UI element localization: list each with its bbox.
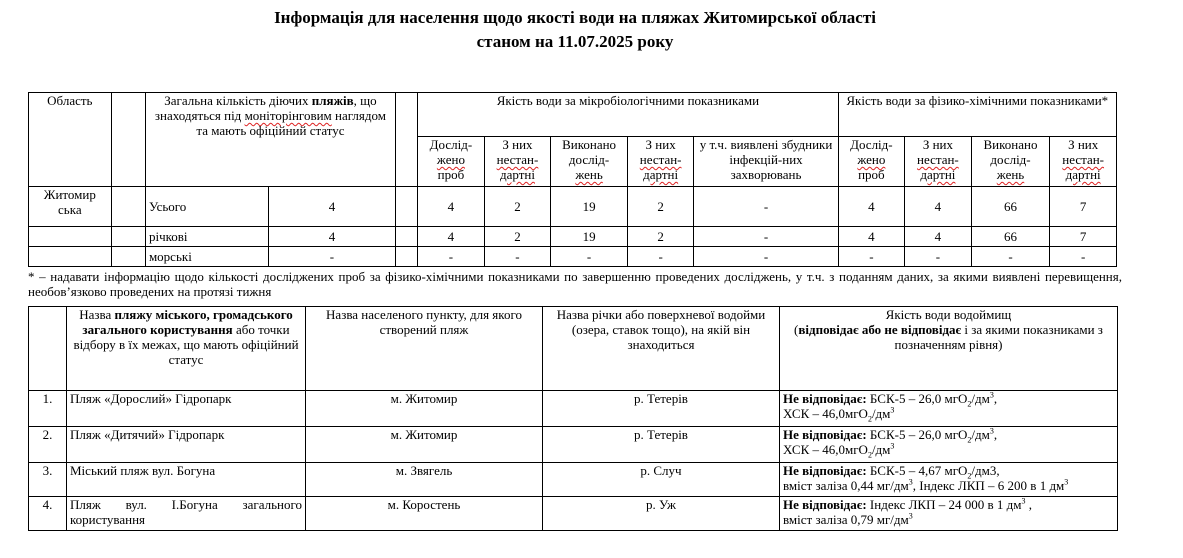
- footnote: * – надавати інформацію щодо кількості досліджених проб за фізико-хімічними показниками по завершенню проведених досліджень, у т.ч. з поданням даних, за якими виявлені перевищення, необов’язково проведених на протязі тижня: [28, 269, 1122, 299]
- sub-done: Виконано дослід- жень: [971, 137, 1050, 187]
- table-row: 4. Пляж вул. І.Богуна загального користування м. Коростень р. Уж Не відповідає: Індекс ЛКП – 24 000 в 1 $дм^3$ , вміст заліза 0,79 $мг/дм^3$: [29, 497, 1118, 531]
- quality: Не відповідає: БСК-5 – 26,0 $мгО_2/дм^3$, ХСК – $46,0мгО_2/дм^3$: [780, 391, 1118, 427]
- page-title: Інформація для населення щодо якості води на пляжах Житомирської області: [274, 8, 876, 27]
- row-label: морські: [145, 247, 268, 267]
- beaches-table: [28, 306, 1118, 531]
- river: р. Случ: [543, 463, 780, 497]
- beach-name: Пляж «Дитячий» Гідропарк: [67, 427, 306, 463]
- header-total-beaches: Загальна кількість діючих пляжів, що знаходяться під моніторінговим наглядом та мають офіційний статус: [145, 93, 395, 187]
- sub-nonstandard: З них нестан- дартні: [1050, 137, 1117, 187]
- river: р. Тетерів: [543, 391, 780, 427]
- header-quality: Якість води водоймищ (відповідає або не відповідає і за якими показниками з позначенням рівня): [780, 307, 1118, 391]
- region-cell: Житомир ська: [29, 187, 112, 227]
- table-row: 1. Пляж «Дорослий» Гідропарк м. Житомир р. Тетерів Не відповідає: БСК-5 – 26,0 $мгО_2/дм^3$, ХСК – $46,0мгО_2/дм^3$: [29, 391, 1118, 427]
- summary-table: [28, 92, 1117, 267]
- header-region: Область: [29, 93, 112, 187]
- settlement: м. Житомир: [306, 391, 543, 427]
- quality: Не відповідає: БСК-5 – 26,0 $мгО_2/дм^3$, ХСК – $46,0мгО_2/дм^3$: [780, 427, 1118, 463]
- header-river: Назва річки або поверхневої водойми (озера, ставок тощо), на якій він знаходиться: [543, 307, 780, 391]
- page-subtitle-date: станом на 11.07.2025 року: [476, 32, 674, 51]
- sub-pathogens: у т.ч. виявлені збудники інфекцій-них захворювань: [694, 137, 838, 187]
- river: р. Уж: [543, 497, 780, 531]
- header-beach-name: Назва пляжу міського, громадського загального користування або точки відбору в їх межах, що мають офіційний статус: [67, 307, 306, 391]
- sub-done: Виконано дослід- жень: [551, 137, 628, 187]
- table-row: морські - - - - - - - - - -: [29, 247, 1117, 267]
- beach-name: Пляж вул. І.Богуна загального користування: [67, 497, 306, 531]
- settlement: м. Житомир: [306, 427, 543, 463]
- row-label: Усього: [145, 187, 268, 227]
- table-row: Житомир ська Усього 4 4 2 19 2 - 4 4 66 7: [29, 187, 1117, 227]
- header-settlement: Назва населеного пункту, для якого створений пляж: [306, 307, 543, 391]
- river: р. Тетерів: [543, 427, 780, 463]
- beach-name: Пляж «Дорослий» Гідропарк: [67, 391, 306, 427]
- settlement: м. Звягель: [306, 463, 543, 497]
- header-micro: Якість води за мікробіологічними показниками: [418, 93, 838, 137]
- sub-researched: Дослід- жено проб: [418, 137, 485, 187]
- header-phys: Якість води за фізико-хімічними показниками*: [838, 93, 1116, 137]
- table-row: 3. Міський пляж вул. Богуна м. Звягель р. Случ Не відповідає: БСК-5 – 4,67 мгО$_2$/дм3, вміст заліза 0,44 $мг/дм^3$, Індекс ЛКП – 6 200 в 1 $дм^3$: [29, 463, 1118, 497]
- sub-nonstandard: З них нестан- дартні: [627, 137, 694, 187]
- beach-name: Міський пляж вул. Богуна: [67, 463, 306, 497]
- table-row: 2. Пляж «Дитячий» Гідропарк м. Житомир р. Тетерів Не відповідає: БСК-5 – 26,0 $мгО_2/дм^3$, ХСК – $46,0мгО_2/дм^3$: [29, 427, 1118, 463]
- settlement: м. Коростень: [306, 497, 543, 531]
- sub-nonstandard: З них нестан- дартні: [905, 137, 972, 187]
- table-row: річкові 4 4 2 19 2 - 4 4 66 7: [29, 227, 1117, 247]
- sub-nonstandard: З них нестан- дартні: [484, 137, 551, 187]
- quality: Не відповідає: БСК-5 – 4,67 мгО$_2$/дм3, вміст заліза 0,44 $мг/дм^3$, Індекс ЛКП – 6 200 в 1 $дм^3$: [780, 463, 1118, 497]
- quality: Не відповідає: Індекс ЛКП – 24 000 в 1 $дм^3$ , вміст заліза 0,79 $мг/дм^3$: [780, 497, 1118, 531]
- sub-researched: Дослід- жено проб: [838, 137, 905, 187]
- row-label: річкові: [145, 227, 268, 247]
